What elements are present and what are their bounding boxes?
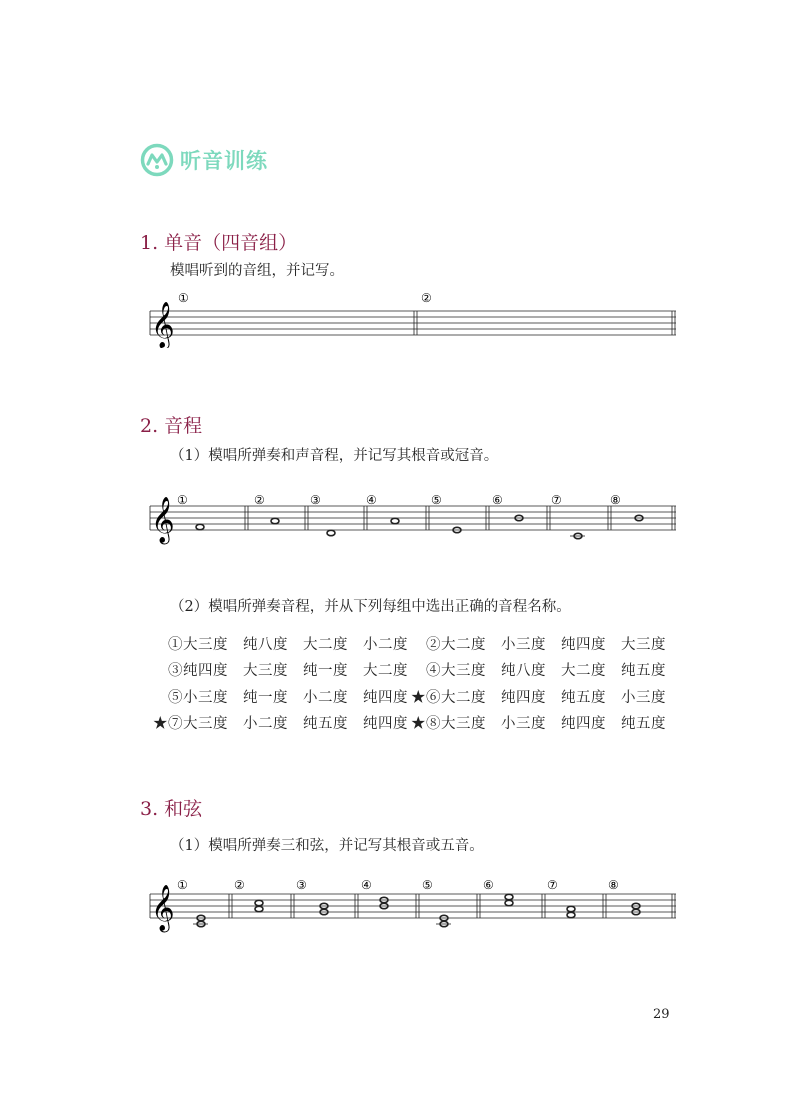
note-head — [327, 530, 335, 535]
measure-label: ⑦ — [551, 493, 562, 507]
measure-label: ⑤ — [422, 878, 433, 892]
interval-option-row: ★⑦大三度 小二度 纯五度 纯四度 — [153, 716, 408, 732]
treble-clef-icon: 𝄞 — [151, 497, 175, 543]
chord — [632, 903, 640, 914]
measure-label: ⑥ — [483, 878, 494, 892]
instruction-interval-1: （1）模唱所弹奏和声音程，并记写其根音或冠音。 — [170, 448, 499, 464]
interval-option-row: ★⑥大二度 纯四度 纯五度 小三度 — [411, 690, 666, 706]
note-head — [271, 518, 279, 523]
chord — [255, 900, 263, 911]
instruction-chord-1: （1）模唱所弹奏三和弦，并记写其根音或五音。 — [170, 838, 484, 854]
measure-label: ② — [421, 291, 432, 305]
measure-label: ④ — [366, 493, 377, 507]
staff-interval — [148, 490, 678, 550]
instruction-single-note: 模唱听到的音组，并记写。 — [170, 263, 344, 279]
note-head — [196, 524, 204, 529]
instruction-interval-2: （2）模唱所弹奏音程，并从下列每组中选出正确的音程名称。 — [170, 599, 571, 615]
interval-option-row: ①大三度 纯八度 大二度 小二度 — [168, 637, 408, 653]
listening-logo-icon — [140, 143, 174, 177]
measure-label: ③ — [310, 493, 321, 507]
chord — [505, 894, 513, 905]
measure-label: ⑦ — [547, 878, 558, 892]
measure-label: ① — [177, 878, 188, 892]
measure-label: ④ — [361, 878, 372, 892]
measure-label: ⑧ — [610, 493, 621, 507]
measure-label: ① — [178, 291, 189, 305]
section-title-chord: 3. 和弦 — [140, 798, 203, 820]
measure-label: ⑤ — [431, 493, 442, 507]
interval-option-row: ③纯四度 大三度 纯一度 大二度 — [168, 663, 408, 679]
interval-option-row: ⑤小三度 纯一度 小二度 纯四度 — [168, 690, 408, 706]
measure-label: ② — [234, 878, 245, 892]
measure-label: ① — [177, 493, 188, 507]
interval-option-row: ②大二度 小三度 纯四度 大三度 — [426, 637, 666, 653]
chord — [380, 897, 388, 908]
section-header — [140, 142, 268, 178]
note-head — [391, 518, 399, 523]
staff-chord — [148, 874, 678, 934]
chord — [567, 906, 575, 917]
staff-single-note — [148, 286, 678, 348]
section-title-single-note: 1. 单音（四音组） — [140, 232, 298, 254]
measure-label: ② — [254, 493, 265, 507]
section-title-interval: 2. 音程 — [140, 415, 203, 437]
treble-clef-icon: 𝄞 — [151, 885, 175, 931]
header-title: 听音训练 — [180, 149, 268, 173]
page-number: 29 — [653, 1007, 670, 1022]
treble-clef-icon: 𝄞 — [151, 302, 175, 348]
interval-option-row: ★⑧大三度 小三度 纯四度 纯五度 — [411, 716, 666, 732]
measure-label: ③ — [296, 878, 307, 892]
chord — [320, 903, 328, 914]
interval-option-row: ④大三度 纯八度 大二度 纯五度 — [426, 663, 666, 679]
measure-label: ⑥ — [492, 493, 503, 507]
chord — [440, 915, 448, 926]
chord — [197, 915, 205, 926]
measure-label: ⑧ — [608, 878, 619, 892]
